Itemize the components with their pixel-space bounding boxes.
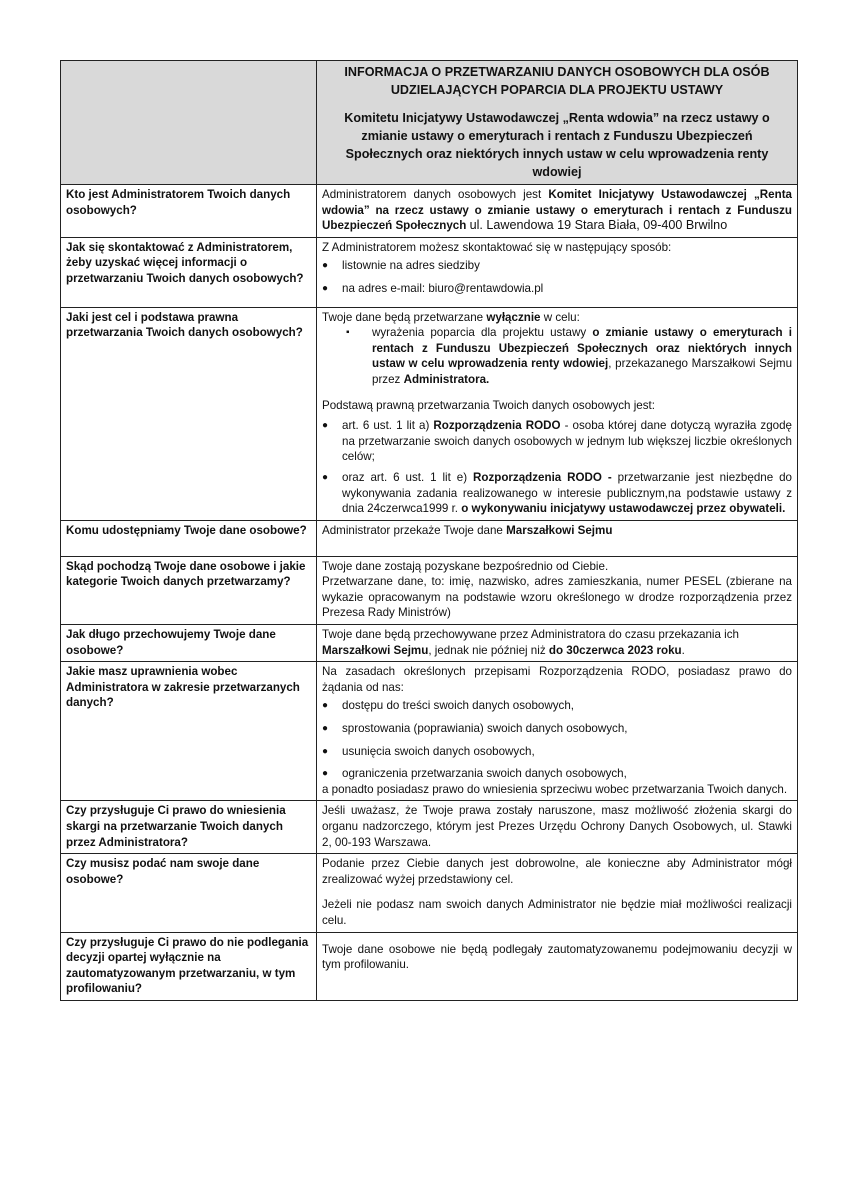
answer-cell xyxy=(317,625,798,662)
contact-list xyxy=(322,258,792,296)
list-item: ● listownie na adres siedziby xyxy=(322,258,792,274)
answer-text: Twoje dane zostają pozyskane bezpośrednio od Ciebie. xyxy=(322,559,609,573)
answer-text-part: przetwarzanie jest niezbędne do wykonywania zadania realizowanego w interesie publicznym,na podstawie ustawy z dnia 24czerwca1999 r. xyxy=(342,470,792,516)
answer-text: Z Administratorem możesz skontaktować się w następujący sposób: xyxy=(322,240,672,254)
answer-bold-text: wyłącznie xyxy=(486,310,541,324)
table-row xyxy=(61,520,798,556)
table-row xyxy=(61,625,798,662)
table-row xyxy=(61,185,798,238)
question-cell: Jak się skontaktować z Administratorem, żeby uzyskać więcej informacji o przetwarzaniu Twoich danych osobowych? xyxy=(61,237,317,307)
answer-text-part: Twoje dane będą przetwarzane xyxy=(322,310,484,324)
list-item: ● usunięcia swoich danych osobowych, xyxy=(322,744,792,760)
list-item xyxy=(338,325,792,387)
list-item: ● sprostowania (poprawiania) swoich danych osobowych, xyxy=(322,721,792,737)
answer-bold-text: Rozporządzenia RODO - xyxy=(472,470,612,484)
question-cell: Komu udostępniamy Twoje dane osobowe? xyxy=(61,520,317,556)
answer-cell xyxy=(317,556,798,624)
question-cell: Jakie masz uprawnienia wobec Administratora w zakresie przetwarzanych danych? xyxy=(61,662,317,801)
table-row xyxy=(61,854,798,932)
document-subtitle: Komitetu Inicjatywy Ustawodawczej „Renta wdowia” na rzecz ustawy o zmianie ustawy o emeryturach i rentach z Funduszu Ubezpieczeń Społecznych oraz niektórych innych ustaw w celu wprowadzenia renty wdowiej xyxy=(344,111,770,179)
question-cell: Jaki jest cel i podstawa prawna przetwarzania Twoich danych osobowych? xyxy=(61,307,317,520)
answer-text: Jeżeli nie podasz nam swoich danych Administrator nie będzie miał możliwości realizacji celu. xyxy=(322,898,792,927)
answer-text-part: w celu: xyxy=(543,310,580,324)
answer-bold-text: Rozporządzenia RODO xyxy=(433,419,561,433)
question-cell: Czy musisz podać nam swoje dane osobowe? xyxy=(61,854,317,932)
answer-text-part: Twoje dane będą przechowywane przez Administratora do czasu przekazania ich xyxy=(322,628,739,642)
answer-bold-text: Marszałkowi Sejmu xyxy=(322,643,429,657)
answer-text: Podanie przez Ciebie danych jest dobrowolne, ale konieczne aby Administrator mógł zrealizować wyżej przedstawiony cel. xyxy=(322,857,792,886)
table-row xyxy=(61,237,798,307)
list-item: ● ograniczenia przetwarzania swoich danych osobowych, xyxy=(322,766,792,782)
answer-text: Na zasadach określonych przepisami Rozporządzenia RODO, posiadasz prawo do żądania od nas: xyxy=(322,665,792,694)
table-row xyxy=(61,801,798,854)
answer-text-part: Administrator przekaże Twoje dane xyxy=(322,523,503,537)
answer-cell xyxy=(317,185,798,238)
answer-text-part: , jednak nie później niż xyxy=(428,643,546,657)
answer-cell xyxy=(317,307,798,520)
table-row xyxy=(61,932,798,1000)
question-cell: Skąd pochodzą Twoje dane osobowe i jakie kategorie Twoich danych przetwarzamy? xyxy=(61,556,317,624)
purpose-list xyxy=(322,325,792,387)
question-cell: Czy przysługuje Ci prawo do nie podlegania decyzji opartej wyłącznie na zautomatyzowanym przetwarzaniu, w tym profilowaniu? xyxy=(61,932,317,1000)
answer-text-part: . xyxy=(681,643,685,657)
answer-bold-text: Administratora. xyxy=(403,372,490,386)
question-cell: Czy przysługuje Ci prawo do wniesienia skargi na przetwarzanie Twoich danych przez Administratora? xyxy=(61,801,317,854)
data-processing-table xyxy=(60,60,798,1001)
answer-text-part: oraz art. 6 ust. 1 lit e) xyxy=(342,470,468,484)
answer-text-part: art. 6 ust. 1 lit a) xyxy=(342,419,430,433)
administrator-address: ul. Lawendowa 19 Stara Biała, 09-400 Brwilno xyxy=(469,218,728,233)
answer-cell: Jeśli uważasz, że Twoje prawa zostały naruszone, masz możliwość złożenia skargi do organu nadzorczego, którym jest Prezes Urzędu Ochrony Danych Osobowych, ul. Stawki 2, 00-193 Warszawa. xyxy=(317,801,798,854)
answer-bold-text: o wykonywaniu inicjatywy ustawodawczej przez obywateli. xyxy=(461,502,786,516)
answer-bold-text: o zmianie ustawy o emeryturach i rentach z Funduszu Ubezpieczeń Społecznych oraz niektórych innych ustaw w celu wprowadzenia renty wdowiej xyxy=(372,326,792,371)
answer-cell: Twoje dane osobowe nie będą podlegały zautomatyzowanemu podejmowaniu decyzji w tym profilowaniu. xyxy=(317,932,798,1000)
list-item: ● na adres e-mail: biuro@rentawdowia.pl xyxy=(322,281,792,297)
list-item: ● dostępu do treści swoich danych osobowych, xyxy=(322,698,792,714)
question-cell: Jak długo przechowujemy Twoje dane osobowe? xyxy=(61,625,317,662)
answer-bold-text: do 30czerwca 2023 roku xyxy=(548,643,682,657)
header-cell xyxy=(317,61,798,185)
answer-text-part: wyrażenia poparcia dla projektu ustawy xyxy=(372,326,587,340)
answer-text-part: - osoba której dane dotyczą wyraziła zgodę na przetwarzanie swoich danych osobowych w jednym lub większej liczbie określonych celów; xyxy=(342,419,793,464)
answer-text: Podstawą prawną przetwarzania Twoich danych osobowych jest: xyxy=(322,398,655,412)
answer-cell xyxy=(317,520,798,556)
header-empty-cell xyxy=(61,61,317,185)
rights-list xyxy=(322,698,792,781)
answer-text-part: , przekazanego Marszałkowi Sejmu przez xyxy=(372,357,793,386)
question-cell: Kto jest Administratorem Twoich danych osobowych? xyxy=(61,185,317,238)
answer-bold-text: Komitet Inicjatywy Ustawodawczej „Renta wdowia” na rzecz ustawy o zmianie ustawy o emeryturach i rentach z Funduszu Ubezpieczeń Społecznych xyxy=(322,188,793,233)
document-title: INFORMACJA O PRZETWARZANIU DANYCH OSOBOWYCH DLA OSÓB UDZIELAJĄCYCH POPARCIA DLA PROJEKTU USTAWY xyxy=(344,65,770,97)
table-row xyxy=(61,662,798,801)
table-row xyxy=(61,556,798,624)
answer-text: Przetwarzane dane, to: imię, nazwisko, adres zamieszkania, numer PESEL (zbierane na wykazie opracowanym na podstawie wzoru określonego w drodze rozporządzenia przez Prezesa Rady Ministrów) xyxy=(322,575,792,620)
answer-cell xyxy=(317,662,798,801)
list-item xyxy=(322,470,792,517)
table-row xyxy=(61,307,798,520)
list-item xyxy=(322,418,792,465)
answer-bold-text: Marszałkowi Sejmu xyxy=(506,523,613,537)
answer-text xyxy=(322,310,792,326)
answer-cell xyxy=(317,237,798,307)
answer-text: a ponadto posiadasz prawo do wniesienia sprzeciwu wobec przetwarzania Twoich danych. xyxy=(322,782,788,796)
header-row xyxy=(61,61,798,185)
answer-text: Administratorem danych osobowych jest xyxy=(322,188,542,201)
answer-cell xyxy=(317,854,798,932)
